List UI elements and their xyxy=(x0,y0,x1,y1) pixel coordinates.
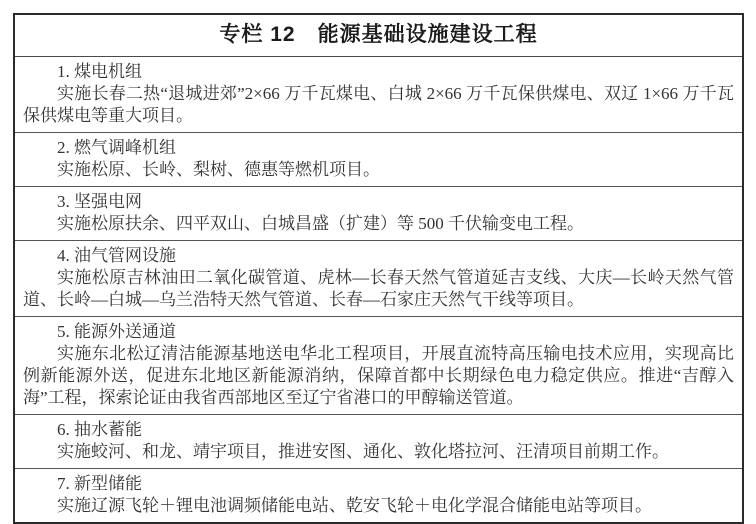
section-heading: 2. 燃气调峰机组 xyxy=(57,138,176,157)
box-title: 专栏 12 能源基础设施建设工程 xyxy=(15,15,742,57)
energy-infrastructure-box xyxy=(13,13,744,524)
section-body: 实施长春二热“退城进郊”2×66 万千瓦煤电、白城 2×66 万千瓦保供煤电、双辽 1×66 万千瓦保供煤电等重大项目。 xyxy=(23,84,734,125)
section-body: 实施松原吉林油田二氧化碳管道、虎林—长春天然气管道延吉支线、大庆—长岭天然气管道、长岭—白城—乌兰浩特天然气管道、长春—石家庄天然气干线等项目。 xyxy=(23,268,734,309)
section-heading: 3. 坚强电网 xyxy=(57,192,142,211)
section-body: 实施辽源飞轮＋锂电池调频储能电站、乾安飞轮＋电化学混合储能电站等项目。 xyxy=(57,496,652,515)
section-heading: 4. 油气管网设施 xyxy=(57,246,176,265)
table-row-energy-export-channel xyxy=(15,317,742,415)
table-row-pumped-storage xyxy=(15,415,742,469)
section-body: 实施松原、长岭、梨树、德惠等燃机项目。 xyxy=(57,160,380,179)
table-row-oil-gas-pipelines xyxy=(15,241,742,317)
section-heading: 7. 新型储能 xyxy=(57,474,142,493)
section-body: 实施蛟河、和龙、靖宇项目，推进安图、通化、敦化塔拉河、汪清项目前期工作。 xyxy=(57,442,669,461)
table-row-strong-grid xyxy=(15,187,742,241)
section-body: 实施松原扶余、四平双山、白城昌盛（扩建）等 500 千伏输变电工程。 xyxy=(57,214,584,233)
table-row-new-energy-storage xyxy=(15,469,742,522)
section-body: 实施东北松辽清洁能源基地送电华北工程项目，开展直流特高压输电技术应用，实现高比例新能源外送，促进东北地区新能源消纳，保障首都中长期绿色电力稳定供应。推进“吉醇入海”工程，探索论证由我省西部地区至辽宁省港口的甲醇输送管道。 xyxy=(23,344,734,407)
section-heading: 5. 能源外送通道 xyxy=(57,322,176,341)
section-heading: 6. 抽水蓄能 xyxy=(57,420,142,439)
table-row-coal-power xyxy=(15,57,742,133)
section-heading: 1. 煤电机组 xyxy=(57,62,142,81)
table-row-gas-peaking xyxy=(15,133,742,187)
